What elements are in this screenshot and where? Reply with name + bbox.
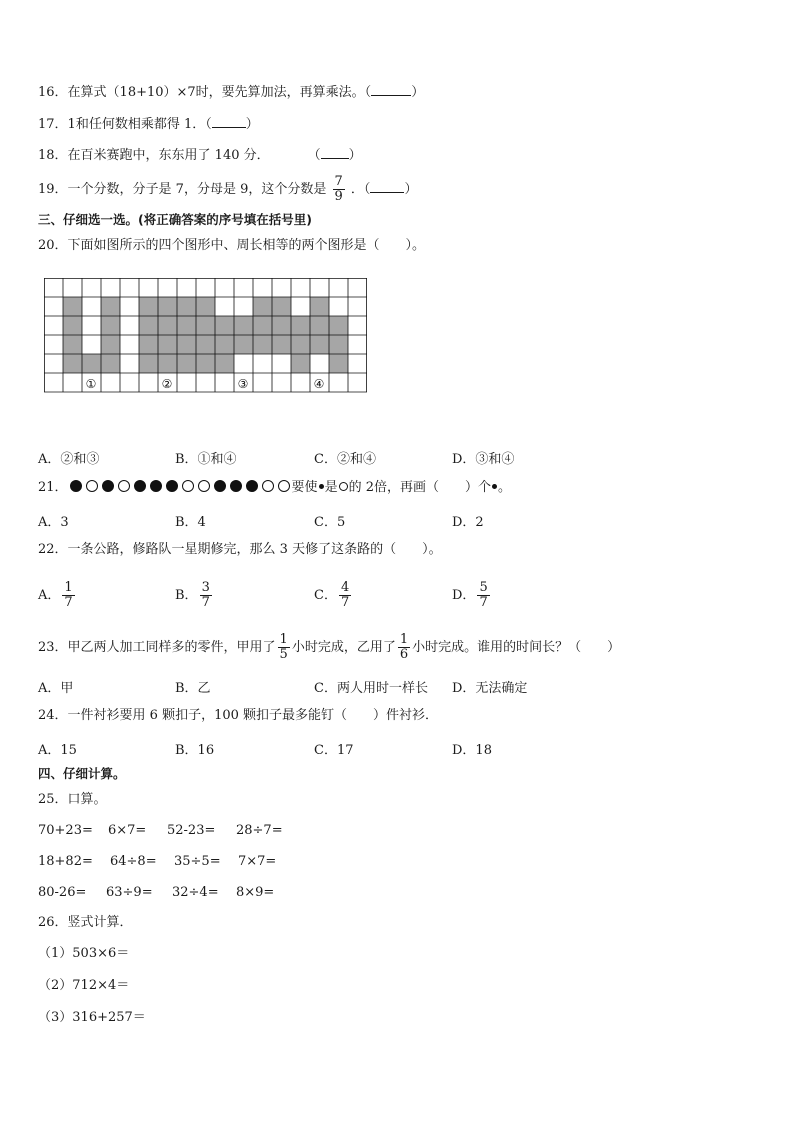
hollow-circle-icon bbox=[198, 480, 210, 492]
question-26-title: 26．竖式计算． bbox=[38, 915, 133, 930]
hollow-circle-icon bbox=[182, 480, 194, 492]
oral-calc-item: 28÷7= bbox=[236, 823, 283, 838]
vertical-calc-item: （1）503×6＝ bbox=[38, 946, 130, 961]
oral-calc-item: 63÷9= bbox=[106, 885, 153, 900]
section-3-heading: 三、仔细选一选。(将正确答案的序号填在括号里) bbox=[38, 212, 312, 227]
question-19: 19．一个分数，分子是 7，分母是 9，这个分数是 $\frac{7}{9}$ ．（ ） bbox=[38, 174, 418, 204]
question-17: 17．1和任何数相乘都得 1．（ ） bbox=[38, 117, 259, 132]
question-21: 21． 要使 是 的 2倍，再画（ ）个 。 bbox=[38, 480, 511, 495]
hollow-circle-icon bbox=[262, 480, 274, 492]
q24-option-c[interactable]: C．17 bbox=[314, 743, 354, 758]
q24-option-a[interactable]: A．15 bbox=[38, 743, 77, 758]
question-22: 22．一条公路，修路队一星期修完，那么 3 天修了这条路的（ ）。 bbox=[38, 542, 442, 557]
filled-circle-icon bbox=[246, 480, 258, 492]
shape-label-3: ③ bbox=[237, 377, 249, 391]
oral-calc-item: 64÷8= bbox=[110, 854, 157, 869]
oral-calc-item: 7×7= bbox=[238, 854, 277, 869]
q24-option-b[interactable]: B．16 bbox=[175, 743, 215, 758]
fraction: $\frac{1}{6}$ bbox=[399, 632, 409, 662]
q21-option-b[interactable]: B．4 bbox=[175, 515, 206, 530]
q22-option-a[interactable]: A． $\frac{1}{7}$ bbox=[38, 580, 73, 610]
oral-calc-item: 6×7= bbox=[108, 823, 147, 838]
shape-label-2: ② bbox=[161, 377, 173, 391]
oral-calc-item: 70+23= bbox=[38, 823, 93, 838]
question-23: 23．甲乙两人加工同样多的零件，甲用了 $\frac{1}{5}$ 小时完成，乙用了 $\frac{1}{6}$ 小时完成。谁用的时间长？（ ） bbox=[38, 632, 621, 662]
q17-text: 17．1和任何数相乘都得 1．（ bbox=[38, 117, 212, 132]
q22-option-d[interactable]: D． $\frac{5}{7}$ bbox=[452, 580, 488, 610]
q19-text: 19．一个分数，分子是 7，分母是 9，这个分数是 bbox=[38, 182, 327, 197]
shape-label-4: ④ bbox=[313, 377, 325, 391]
oral-calc-item: 8×9= bbox=[236, 885, 275, 900]
filled-circle-icon bbox=[214, 480, 226, 492]
small-hollow-circle-icon bbox=[339, 482, 348, 491]
fraction: $\frac{1}{5}$ bbox=[279, 632, 288, 662]
q20-option-c[interactable]: C．②和④ bbox=[314, 452, 376, 467]
fraction: $\frac{7}{9}$ bbox=[334, 174, 343, 204]
circle-sequence bbox=[68, 480, 292, 495]
question-20: 20．下面如图所示的四个图形中、周长相等的两个图形是（ ）。 bbox=[38, 238, 426, 253]
answer-blank[interactable] bbox=[212, 115, 246, 128]
filled-circle-icon bbox=[134, 480, 146, 492]
filled-circle-icon bbox=[166, 480, 178, 492]
vertical-calc-item: （2）712×4＝ bbox=[38, 978, 130, 993]
filled-circle-icon bbox=[150, 480, 162, 492]
question-18: 18．在百米赛跑中，东东用了 140 分． （ ） bbox=[38, 148, 362, 163]
vertical-calc-item: （3）316+257＝ bbox=[38, 1010, 146, 1025]
small-filled-dot-icon bbox=[492, 484, 497, 489]
oral-calc-item: 35÷5= bbox=[174, 854, 221, 869]
q23-option-c[interactable]: C．两人用时一样长 bbox=[314, 681, 428, 696]
filled-circle-icon bbox=[70, 480, 82, 492]
q22-option-c[interactable]: C． $\frac{4}{7}$ bbox=[314, 580, 350, 610]
hollow-circle-icon bbox=[118, 480, 130, 492]
q16-text: 16．在算式（18+10）×7时，要先算加法，再算乘法。（ bbox=[38, 85, 372, 100]
filled-circle-icon bbox=[102, 480, 114, 492]
question-25-title: 25．口算。 bbox=[38, 792, 107, 807]
oral-calc-item: 52-23= bbox=[167, 823, 216, 838]
q23-option-b[interactable]: B．乙 bbox=[175, 681, 211, 696]
q23-option-d[interactable]: D．无法确定 bbox=[452, 681, 528, 696]
shape-grid-figure bbox=[44, 278, 368, 396]
q21-option-d[interactable]: D．2 bbox=[452, 515, 484, 530]
hollow-circle-icon bbox=[278, 480, 290, 492]
oral-calc-item: 32÷4= bbox=[172, 885, 219, 900]
q21-option-c[interactable]: C．5 bbox=[314, 515, 346, 530]
filled-circle-icon bbox=[230, 480, 242, 492]
question-24: 24．一件衬衫要用 6 颗扣子，100 颗扣子最多能钉（ ）件衬衫． bbox=[38, 708, 439, 723]
q23-option-a[interactable]: A．甲 bbox=[38, 681, 74, 696]
answer-blank[interactable] bbox=[370, 180, 404, 193]
hollow-circle-icon bbox=[86, 480, 98, 492]
q20-option-b[interactable]: B．①和④ bbox=[175, 452, 237, 467]
answer-blank[interactable] bbox=[321, 146, 349, 159]
q21-option-a[interactable]: A．3 bbox=[38, 515, 69, 530]
shape-label-1: ① bbox=[85, 377, 97, 391]
q22-option-b[interactable]: B． $\frac{3}{7}$ bbox=[175, 580, 210, 610]
q20-option-a[interactable]: A．②和③ bbox=[38, 452, 100, 467]
answer-blank[interactable] bbox=[371, 83, 411, 96]
q24-option-d[interactable]: D．18 bbox=[452, 743, 492, 758]
q20-option-d[interactable]: D．③和④ bbox=[452, 452, 515, 467]
small-filled-dot-icon bbox=[319, 484, 324, 489]
question-16: 16．在算式（18+10）×7时，要先算加法，再算乘法。（ ） bbox=[38, 85, 425, 100]
section-4-heading: 四、仔细计算。 bbox=[38, 766, 126, 781]
oral-calc-item: 18+82= bbox=[38, 854, 93, 869]
q18-text: 18．在百米赛跑中，东东用了 140 分． bbox=[38, 148, 270, 163]
oral-calc-item: 80-26= bbox=[38, 885, 87, 900]
